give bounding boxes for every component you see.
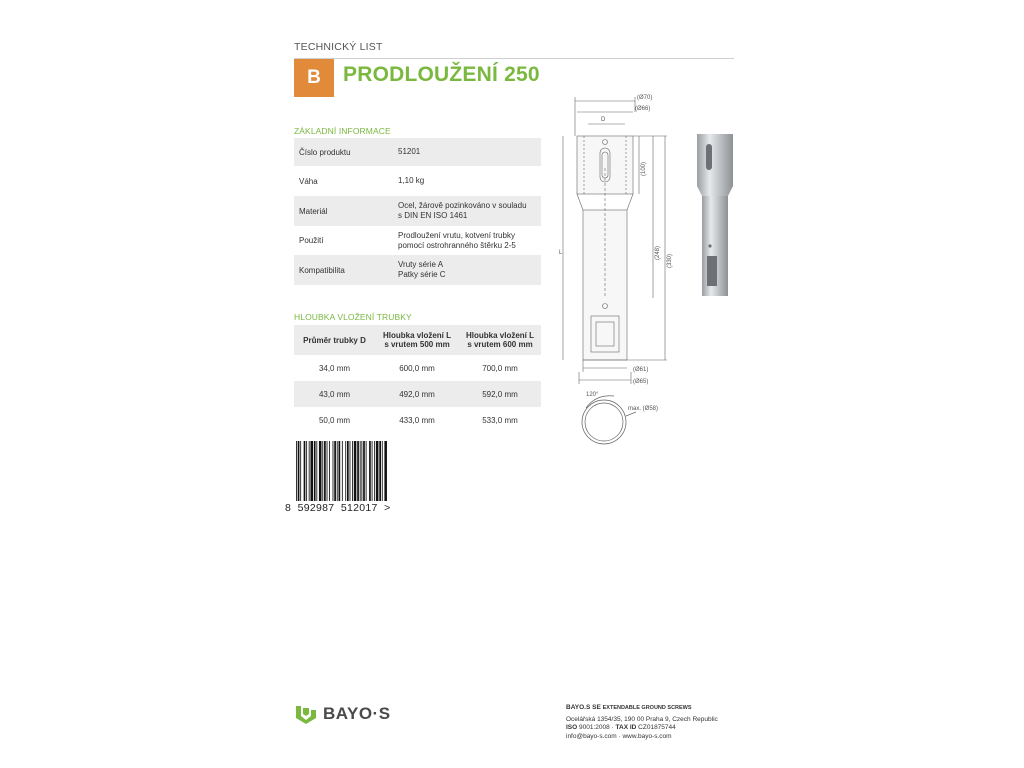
info-label: Kompatibilita bbox=[299, 265, 345, 275]
max-diameter-label: max. (Ø58) bbox=[628, 406, 659, 412]
document-type: TECHNICKÝ LIST bbox=[294, 41, 383, 53]
table-cell: 592,0 mm bbox=[482, 389, 518, 399]
table-cell: 700,0 mm bbox=[482, 363, 518, 373]
dim-total: (330) bbox=[667, 253, 673, 268]
column-header: Hloubka vložení L s vrutem 600 mm bbox=[465, 331, 534, 349]
insertion-depth-heading: HLOUBKA VLOŽENÍ TRUBKY bbox=[294, 312, 412, 322]
product-title: PRODLOUŽENÍ 250 bbox=[343, 63, 540, 86]
product-image bbox=[694, 134, 736, 296]
dim-d-label: D bbox=[601, 117, 606, 123]
info-row bbox=[294, 196, 541, 226]
company-logo bbox=[295, 704, 391, 724]
company-tagline: EXTENDABLE GROUND SCREWS bbox=[602, 705, 692, 711]
info-label: Číslo produktu bbox=[299, 147, 351, 157]
info-row bbox=[294, 226, 541, 255]
info-label: Použití bbox=[299, 236, 324, 245]
info-row bbox=[294, 138, 541, 166]
insertion-depth-table bbox=[294, 325, 541, 433]
info-row bbox=[294, 166, 541, 196]
basic-info-heading: ZÁKLADNÍ INFORMACE bbox=[294, 126, 391, 136]
dim-mid: (248) bbox=[655, 245, 661, 260]
dim-top-inner: (Ø66) bbox=[635, 106, 651, 112]
company-contact: info@bayo-s.com · www.bayo-s.com bbox=[566, 732, 672, 740]
table-cell: 43,0 mm bbox=[318, 389, 351, 399]
barcode-digits: 8 592987 512017 > bbox=[285, 502, 391, 514]
info-value: 51201 bbox=[398, 147, 421, 156]
info-value: Ocel, žárově pozinkováno v souladu s DIN EN ISO 1461 bbox=[398, 201, 527, 220]
info-label: Materiál bbox=[299, 206, 328, 216]
company-name: BAYO.S SE bbox=[566, 704, 601, 711]
tax-label: TAX ID bbox=[615, 724, 637, 731]
info-value: 1,10 kg bbox=[398, 176, 425, 185]
barcode bbox=[296, 441, 388, 503]
basic-info-table bbox=[294, 138, 541, 285]
column-header: Průměr trubky D bbox=[303, 335, 366, 345]
dim-l-label: L bbox=[559, 250, 563, 256]
info-value: Vruty série A Patky série C bbox=[398, 260, 446, 279]
dim-bottom-outer: (Ø65) bbox=[633, 379, 649, 385]
table-row bbox=[294, 407, 541, 433]
dim-bottom-inner: (Ø61) bbox=[633, 367, 649, 373]
header-divider bbox=[294, 58, 734, 59]
table-cell: 50,0 mm bbox=[318, 415, 351, 425]
info-row bbox=[294, 255, 541, 285]
bayos-logo-icon bbox=[295, 704, 317, 724]
table-cell: 533,0 mm bbox=[482, 415, 518, 425]
dim-slot: (100) bbox=[641, 161, 647, 176]
series-badge: B bbox=[294, 59, 334, 97]
table-header-row bbox=[294, 325, 541, 355]
info-value: Prodloužení vrutu, kotvení trubky pomocí ostrohranného štěrku 2-5 bbox=[398, 230, 516, 250]
angle-label: 120° bbox=[586, 392, 599, 398]
table-row bbox=[294, 381, 541, 407]
iso-label: ISO bbox=[566, 724, 578, 731]
tax-value: CZ01875744 bbox=[638, 724, 676, 731]
table-cell: 600,0 mm bbox=[399, 363, 435, 373]
column-header: Hloubka vložení L s vrutem 500 mm bbox=[382, 331, 451, 349]
company-address: Ocelářská 1354/35, 190 00 Praha 9, Czech Republic bbox=[566, 715, 718, 723]
cross-section-drawing bbox=[566, 386, 676, 446]
table-cell: 492,0 mm bbox=[399, 389, 435, 399]
technical-drawing bbox=[555, 88, 675, 418]
info-label: Váha bbox=[299, 176, 318, 186]
table-cell: 34,0 mm bbox=[318, 363, 351, 373]
company-footer: BAYO.S SE EXTENDABLE GROUND SCREWS Ocelářská 1354/35, 190 00 Praha 9, Czech Republic ISO 9001:2008 · TAX ID CZ01875744 info@bayo-s.com · www.bayo-s.com bbox=[566, 704, 718, 740]
iso-value: 9001:2008 bbox=[579, 724, 610, 731]
dim-top-outer: (Ø70) bbox=[637, 95, 653, 101]
logo-text: BAYO·S bbox=[323, 704, 391, 723]
table-cell: 433,0 mm bbox=[399, 415, 435, 425]
table-row bbox=[294, 355, 541, 381]
